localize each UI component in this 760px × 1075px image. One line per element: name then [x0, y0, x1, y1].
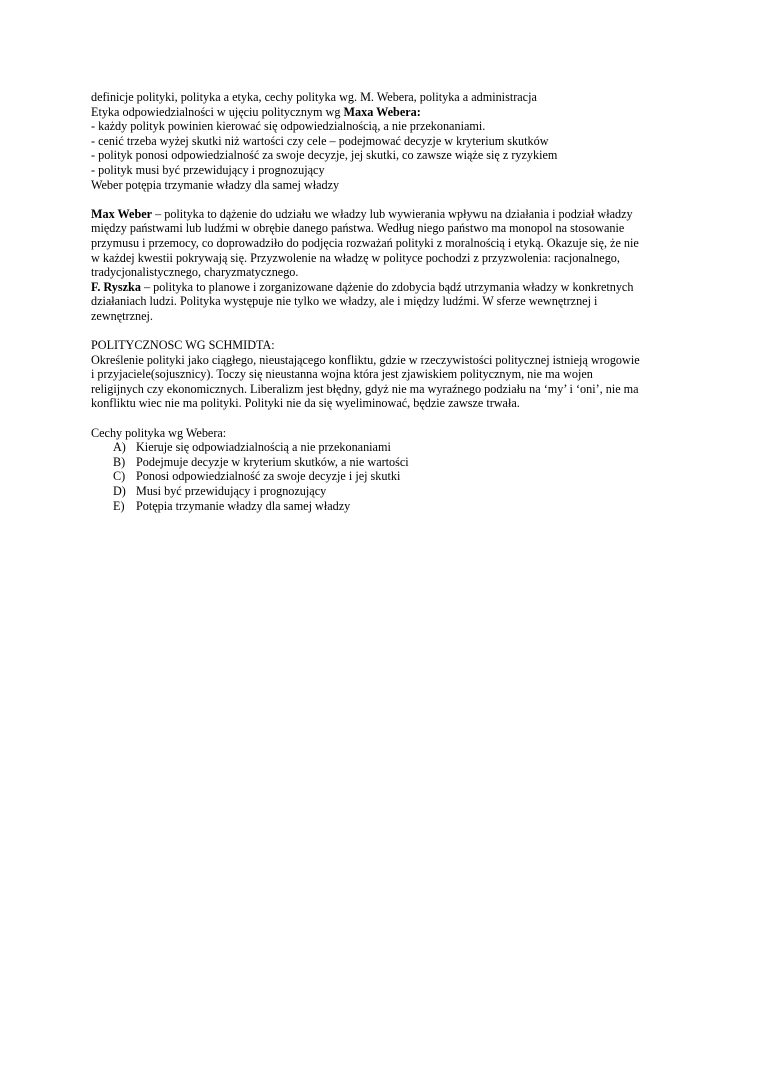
weber-paragraph-line [91, 207, 671, 222]
schmidt-paragraph-line: i przyjaciele(sojusznicy). Toczy się nieustanna wojna która jest zjawiskiem politycznym, nie ma wojen [91, 367, 593, 382]
topics-line: definicje polityki, polityka a etyka, cechy polityka wg. M. Webera, polityka a administracja [91, 90, 537, 104]
weber-text: – polityka to dążenie do udziału we władzy lub wywierania wpływu na działania i podział władzy [152, 206, 633, 221]
list-item-text: Ponosi odpowiedzialność za swoje decyzje i jej skutki [136, 469, 401, 484]
weber-paragraph-line: w każdej kwestii pokrywają się. Przyzwolenie na władzę w polityce pochodzi z przyzwolenia: racjonalnego, [91, 250, 620, 265]
blank-line [91, 324, 671, 339]
list-item-text: Musi być przewidujący i prognozujący [136, 484, 327, 499]
schmidt-paragraph-line: religijnych czy ekonomicznych. Liberalizm jest błędny, gdyż nie ma wyraźnego podziału na ‘my’ i ‘oni’, nie ma [91, 381, 639, 396]
ethics-heading-text: Etyka odpowiedzialności w ujęciu politycznym wg [91, 104, 344, 119]
weber-name-bold: Maxa Webera: [343, 104, 421, 119]
blank-line [91, 411, 671, 426]
weber-paragraph-line: tradycjonalistycznego, charyzmatycznego. [91, 265, 299, 280]
ryszka-text: – polityka to planowe i zorganizowane dążenie do zdobycia bądź utrzymania władzy w konkretnych [140, 279, 634, 294]
ethics-bullet: - polityk ponosi odpowiedzialność za swoje decyzje, jej skutki, co zawsze wiąże się z ryzykiem [91, 148, 558, 163]
document-page [91, 90, 671, 513]
list-item [91, 469, 671, 484]
list-item-text: Potępia trzymanie władzy dla samej władzy [136, 498, 351, 513]
list-item-text: Kieruje się odpowiadzialnością a nie przekonaniami [136, 440, 391, 455]
ryszka-paragraph-line [91, 280, 671, 295]
ethics-bullet: - polityk musi być przewidujący i prognozujący [91, 162, 325, 177]
list-item [91, 499, 671, 514]
ethics-summary-line: Weber potępia trzymanie władzy dla samej władzy [91, 177, 340, 192]
weber-paragraph-line: między państwami lub ludźmi w obrębie danego państwa. Według niego państwo ma monopol na stosowanie [91, 221, 625, 236]
cechy-list [91, 440, 671, 513]
ethics-bullet: - cenić trzeba wyżej skutki niż wartości czy cele – podejmować decyzje w kryterium skutków [91, 133, 549, 148]
ethics-heading-line [91, 105, 671, 120]
weber-bold-label: Max Weber [91, 206, 153, 221]
ethics-bullet: - każdy polityk powinien kierować się odpowiedzialnością, a nie przekonaniami. [91, 119, 486, 134]
schmidt-paragraph-line: konfliktu wiec nie ma polityki. Polityki nie da się wyeliminować, będzie zawsze trwała. [91, 396, 520, 411]
schmidt-heading: POLITYCZNOSC WG SCHMIDTA: [91, 338, 275, 353]
list-marker: A) [113, 440, 126, 455]
list-item [91, 484, 671, 499]
list-item-text: Podejmuje decyzje w kryterium skutków, a nie wartości [136, 454, 409, 469]
cechy-heading: Cechy polityka wg Webera: [91, 425, 227, 440]
list-marker: C) [113, 469, 126, 484]
list-item [91, 455, 671, 470]
list-marker: B) [113, 454, 126, 469]
weber-paragraph-line: przymusu i przemocy, co doprowadziło do podjęcia rozważań polityki z moralnością i etyką. Okazuje się, że nie [91, 235, 639, 250]
blank-line [91, 192, 671, 207]
list-item [91, 440, 671, 455]
list-marker: D) [113, 484, 126, 499]
ryszka-bold-label: F. Ryszka [91, 279, 141, 294]
list-marker: E) [113, 498, 125, 513]
ryszka-paragraph-line: działaniach ludzi. Polityka występuje nie tylko we władzy, ale i między ludźmi. W sferze wewnętrznej i [91, 294, 598, 309]
ryszka-paragraph-line: zewnętrznej. [91, 308, 153, 323]
schmidt-paragraph-line: Określenie polityki jako ciągłego, nieustającego konfliktu, gdzie w rzeczywistości politycznej istnieją wrogowie [91, 352, 640, 367]
